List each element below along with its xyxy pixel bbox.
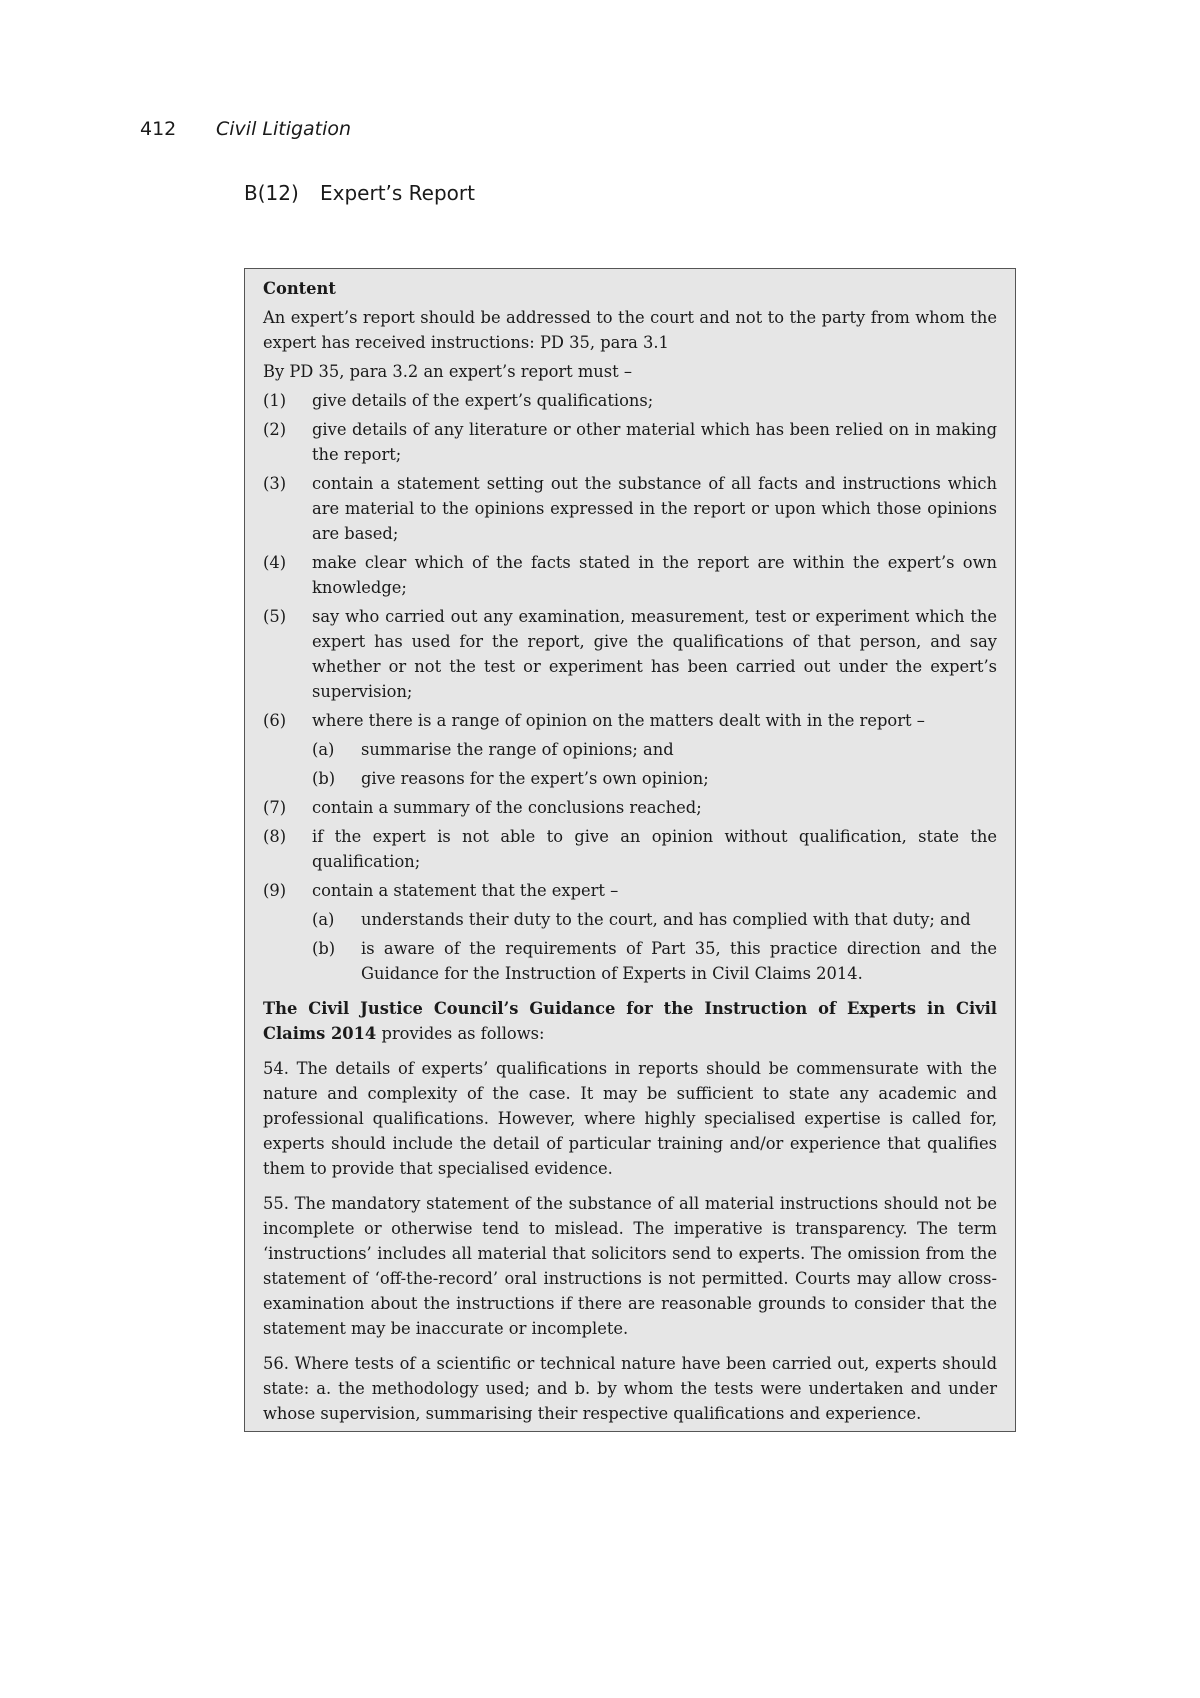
list-item: (2) give details of any literature or other material which has been relied on in making the report; bbox=[263, 420, 997, 464]
paragraph-56: 56. Where tests of a scientific or technical nature have been carried out, experts should state: a. the methodology used; and b. by whom the tests were undertaken and under whose supervision, summarising their respective qualifications and experience. bbox=[263, 1354, 997, 1423]
list-item: (4) make clear which of the facts stated in the report are within the expert’s own knowledge; bbox=[263, 553, 997, 597]
guidance-suffix: provides as follows: bbox=[376, 1024, 545, 1043]
list-item: (9) contain a statement that the expert – bbox=[263, 881, 619, 900]
paragraph-54: 54. The details of experts’ qualifications in reports should be commensurate with the nature and complexity of the case. It may be sufficient to state any academic and professional qualifications. However, where highly specialised expertise is called for, experts should include the detail of particular training and/or experience that qualifies them to provide that specialised evidence. bbox=[263, 1059, 997, 1178]
content-box bbox=[244, 268, 1016, 1432]
paragraph-55: 55. The mandatory statement of the substance of all material instructions should not be incomplete or otherwise tend to mislead. The imperative is transparency. The term ‘instructions’ includes all material that solicitors send to experts. The omission from the statement of ‘off-the-record’ oral instructions is not permitted. Courts may allow cross-examination about the instructions if there are reasonable grounds to consider that the statement may be inaccurate or incomplete. bbox=[263, 1194, 997, 1338]
list-item: (5) say who carried out any examination, measurement, test or experiment which the expert has used for the report, give the qualifications of that person, and say whether or not the test or experiment has been carried out under the expert’s supervision; bbox=[263, 607, 997, 701]
sub-list-item: (b) give reasons for the expert’s own opinion; bbox=[312, 769, 709, 788]
list-item: (6) where there is a range of opinion on the matters dealt with in the report – bbox=[263, 711, 925, 730]
guidance-intro bbox=[263, 996, 997, 1046]
list-item: (8) if the expert is not able to give an opinion without qualification, state the qualification; bbox=[263, 827, 997, 871]
sub-list-item: (a) summarise the range of opinions; and bbox=[312, 740, 674, 759]
sub-list-item: (b) is aware of the requirements of Part 35, this practice direction and the Guidance for the Instruction of Experts in Civil Claims 2014. bbox=[312, 939, 997, 983]
guidance-heading: The Civil Justice Council’s Guidance for the Instruction of Experts in Civil Claims 2014 bbox=[263, 999, 997, 1043]
must-line: By PD 35, para 3.2 an expert’s report must – bbox=[263, 362, 633, 381]
box-heading: Content bbox=[263, 279, 336, 298]
list-item: (7) contain a summary of the conclusions reached; bbox=[263, 798, 702, 817]
running-head bbox=[140, 118, 351, 140]
list-item: (3) contain a statement setting out the substance of all facts and instructions which are material to the opinions expressed in the report or upon which those opinions are based; bbox=[263, 474, 997, 543]
sub-list-item: (a) understands their duty to the court, and has complied with that duty; and bbox=[312, 910, 971, 929]
section-title bbox=[244, 181, 475, 205]
book-title: Civil Litigation bbox=[216, 118, 352, 140]
intro-paragraph: An expert’s report should be addressed to the court and not to the party from whom the expert has received instructions: PD 35, para 3.1 bbox=[263, 308, 997, 352]
list-item: (1) give details of the expert’s qualifications; bbox=[263, 391, 654, 410]
section-heading: Expert’s Report bbox=[320, 181, 475, 205]
page-number: 412 bbox=[140, 118, 177, 140]
section-code: B(12) bbox=[244, 181, 299, 205]
